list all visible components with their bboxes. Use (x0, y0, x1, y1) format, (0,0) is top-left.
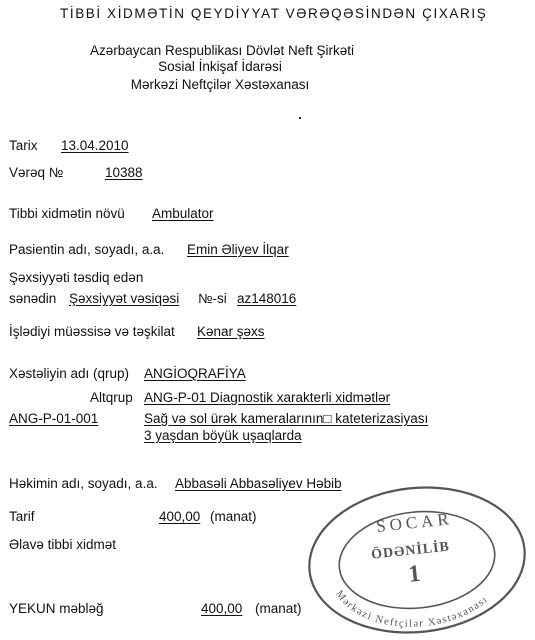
stamp-number: 1 (407, 560, 422, 588)
total-label: YEKUN məbləğ (9, 601, 104, 616)
subgroup-label: Altqrup (90, 390, 133, 405)
id-document-number: az148016 (237, 291, 297, 306)
service-type-label: Tibbi xidmətin növü (9, 206, 125, 221)
tariff-unit: (manat) (210, 509, 257, 524)
procedure-code: ANG-P-01-001 (9, 411, 99, 426)
date-label: Tarix (9, 138, 38, 153)
document-title: TİBBİ XİDMƏTİN QEYDİYYAT VƏRƏQƏSİNDƏN ÇIXARIŞ (60, 6, 488, 21)
doctor-value: Abbasəli Abbasəliyev Həbib (175, 476, 342, 491)
sheet-number-label: Vərəq № (9, 165, 64, 180)
patient-label: Pasientin adı, soyadı, a.a. (9, 242, 165, 257)
workplace-label: İşlədiyi müəssisə və təşkilat (9, 324, 175, 339)
tariff-value: 400,00 (159, 509, 201, 524)
procedure-name-line-1: Sağ və sol ürək kameralarının□ kateterizasiyası (144, 411, 429, 426)
procedure-name-line-2: 3 yaşdan böyük uşaqlarda (144, 428, 302, 443)
workplace-value: Kənar şəxs (197, 324, 265, 339)
disease-group-label: Xəstəliyin adı (qrup) (9, 366, 130, 381)
extra-service-label: Əlavə tibbi xidmət (9, 537, 116, 552)
sheet-number-value: 10388 (105, 165, 143, 180)
id-document-type: Şəxsiyyət vəsiqəsi (69, 291, 180, 306)
org-line-3-text: Mərkəzi Neftçilər Xəstəxanası (130, 77, 310, 92)
org-line-2 (0, 59, 440, 75)
stamp-outer-ring (302, 480, 530, 640)
stamp-ring-text-path: Mərkəzi Neftçilər Xəstəxanası (333, 588, 491, 630)
org-line-3 (0, 77, 440, 93)
id-document-label: Şəxsiyyəti təsdiq edən (9, 270, 144, 285)
paid-stamp (300, 480, 530, 640)
tariff-label: Tarif (9, 509, 35, 524)
stamp-middle-text: ÖDƏNİLİB (370, 539, 451, 563)
doctor-label: Həkimin adı, soyadı, a.a. (9, 476, 158, 491)
disease-group-value: ANGİOQRAFİYA (144, 366, 246, 381)
id-document-label-2: sənədin (9, 291, 57, 306)
stray-dot (299, 117, 301, 119)
id-document-number-label: №-si (198, 291, 227, 306)
service-type-value: Ambulator (152, 206, 214, 221)
patient-value: Emin Əliyev İlqar (187, 242, 289, 257)
org-line-1 (0, 43, 460, 59)
total-unit: (manat) (255, 601, 302, 616)
org-line-2-text: Sosial İnkişaf İdarəsi (158, 59, 282, 74)
stamp-top-text: SOCAR (375, 509, 454, 537)
org-line-1-text: Azərbaycan Respublikası Dövlət Neft Şirkəti (89, 43, 355, 58)
date-value: 13.04.2010 (61, 138, 129, 153)
total-value: 400,00 (201, 601, 243, 616)
subgroup-value: ANG-P-01 Diagnostik xarakterli xidmətlər (144, 390, 391, 405)
